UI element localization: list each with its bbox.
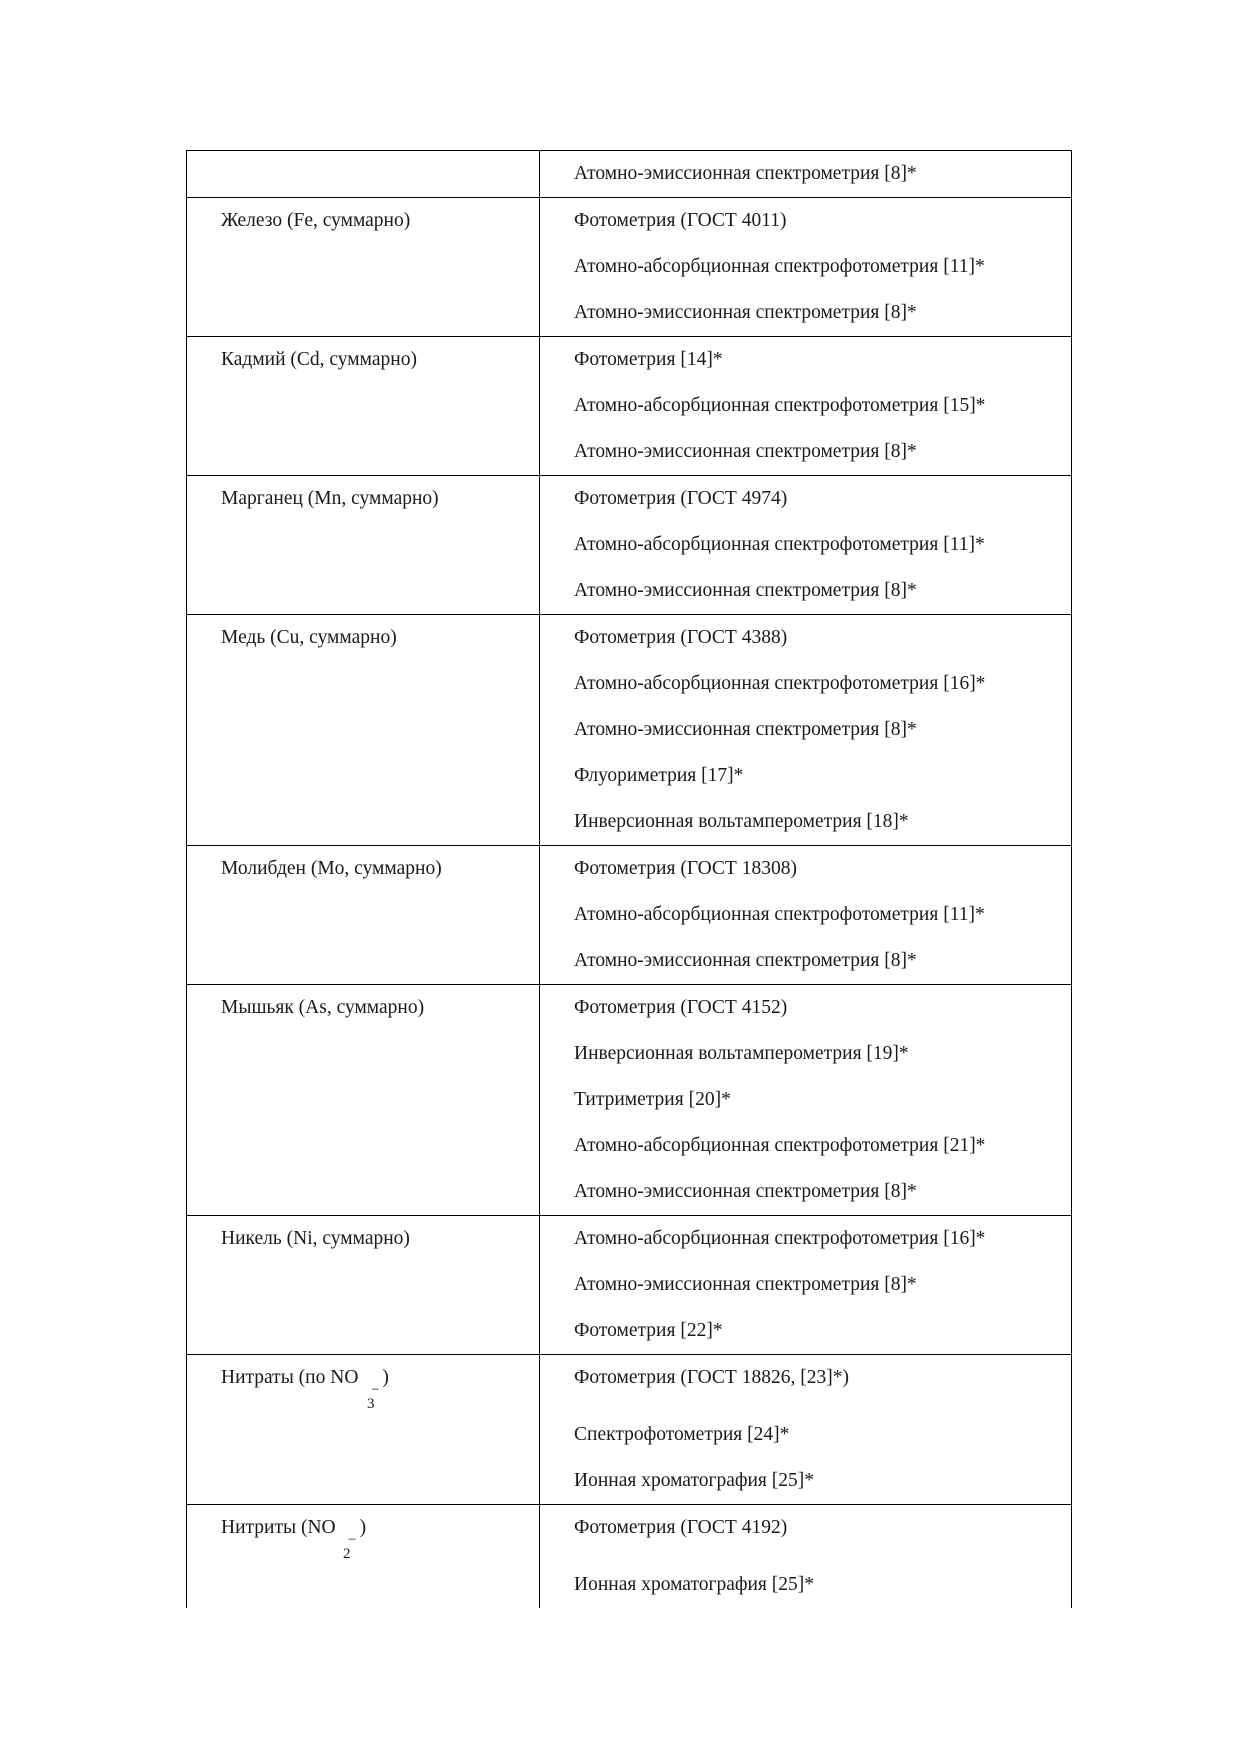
method-item: Инверсионная вольтамперометрия [19]* [574, 1043, 909, 1064]
indicator-name: Марганец (Mn, суммарно) [221, 488, 439, 509]
indicator-cell [187, 198, 540, 337]
method-item: Атомно-абсорбционная спектрофотометрия [16]* [574, 1228, 986, 1249]
indicator-cell [187, 1505, 540, 1609]
table-row [187, 1355, 1072, 1505]
indicator-cell [187, 476, 540, 615]
method-item: Атомно-эмиссионная спектрометрия [8]* [574, 1274, 917, 1295]
method-item: Атомно-абсорбционная спектрофотометрия [16]* [574, 673, 986, 694]
indicator-cell [187, 151, 540, 198]
table-row [187, 151, 1072, 198]
table-row [187, 337, 1072, 476]
indicator-close-paren: ) [359, 1517, 367, 1538]
methods-cell [540, 1216, 1072, 1355]
method-item: Атомно-абсорбционная спектрофотометрия [21]* [574, 1135, 986, 1156]
indicator-name: Кадмий (Cd, суммарно) [221, 349, 417, 370]
table-row [187, 985, 1072, 1216]
indicator-text: Нитриты (NO [221, 1517, 336, 1538]
indicator-name: Железо (Fe, суммарно) [221, 210, 411, 231]
method-item: Флуориметрия [17]* [574, 765, 744, 786]
methods-cell [540, 985, 1072, 1216]
method-item: Атомно-эмиссионная спектрометрия [8]* [574, 163, 917, 184]
indicator-name [221, 1355, 539, 1412]
table-row [187, 615, 1072, 846]
formula-subscript: 2 [343, 1546, 351, 1562]
methods-cell [540, 1355, 1072, 1505]
method-item: Фотометрия (ГОСТ 4388) [574, 627, 788, 648]
methods-cell [540, 476, 1072, 615]
table-row [187, 846, 1072, 985]
indicator-name: Мышьяк (As, суммарно) [221, 997, 425, 1018]
methods-cell [540, 198, 1072, 337]
indicator-cell [187, 1216, 540, 1355]
indicator-cell [187, 846, 540, 985]
table-row [187, 1216, 1072, 1355]
method-item: Фотометрия (ГОСТ 18308) [574, 858, 797, 879]
method-item: Атомно-абсорбционная спектрофотометрия [11]* [574, 256, 985, 277]
method-item: Атомно-эмиссионная спектрометрия [8]* [574, 580, 917, 601]
method-item: Атомно-абсорбционная спектрофотометрия [11]* [574, 904, 985, 925]
methods-cell [540, 151, 1072, 198]
indicator-text: Нитраты (по NO [221, 1367, 359, 1388]
indicator-cell [187, 1355, 540, 1505]
method-item: Атомно-абсорбционная спектрофотометрия [11]* [574, 534, 985, 555]
method-item: Атомно-эмиссионная спектрометрия [8]* [574, 441, 917, 462]
methods-table-body [187, 151, 1072, 1609]
method-item: Атомно-абсорбционная спектрофотометрия [15]* [574, 395, 986, 416]
method-item: Фотометрия [22]* [574, 1320, 723, 1341]
method-item: Спектрофотометрия [24]* [574, 1424, 790, 1445]
method-item: Фотометрия (ГОСТ 4974) [574, 488, 788, 509]
formula-superscript: − [348, 1532, 357, 1548]
methods-table [186, 150, 1072, 1608]
indicator-cell [187, 615, 540, 846]
methods-cell [540, 1505, 1072, 1609]
formula-superscript: − [371, 1382, 380, 1398]
method-item: Атомно-эмиссионная спектрометрия [8]* [574, 719, 917, 740]
method-item: Инверсионная вольтамперометрия [18]* [574, 811, 909, 832]
table-row [187, 476, 1072, 615]
method-item: Атомно-эмиссионная спектрометрия [8]* [574, 302, 917, 323]
indicator-name [221, 151, 539, 197]
indicator-close-paren: ) [382, 1367, 389, 1388]
method-item: Фотометрия (ГОСТ 18826, [23]*) [574, 1367, 849, 1388]
methods-cell [540, 337, 1072, 476]
indicator-name: Никель (Ni, суммарно) [221, 1228, 410, 1249]
indicator-name: Молибден (Mo, суммарно) [221, 858, 442, 879]
indicator-name [221, 1505, 539, 1562]
formula-subscript: 3 [367, 1396, 375, 1412]
indicator-cell [187, 985, 540, 1216]
method-item: Ионная хроматография [25]* [574, 1470, 815, 1491]
method-item: Фотометрия (ГОСТ 4011) [574, 210, 787, 231]
method-item: Фотометрия (ГОСТ 4152) [574, 997, 788, 1018]
indicator-cell [187, 337, 540, 476]
indicator-name: Медь (Cu, суммарно) [221, 627, 397, 648]
method-item: Атомно-эмиссионная спектрометрия [8]* [574, 1181, 917, 1202]
table-row [187, 198, 1072, 337]
method-item: Фотометрия [14]* [574, 349, 723, 370]
methods-cell [540, 846, 1072, 985]
method-item: Ионная хроматография [25]* [574, 1574, 815, 1595]
method-item: Атомно-эмиссионная спектрометрия [8]* [574, 950, 917, 971]
method-item: Фотометрия (ГОСТ 4192) [574, 1517, 788, 1538]
methods-cell [540, 615, 1072, 846]
table-row [187, 1505, 1072, 1609]
method-item: Титриметрия [20]* [574, 1089, 731, 1110]
